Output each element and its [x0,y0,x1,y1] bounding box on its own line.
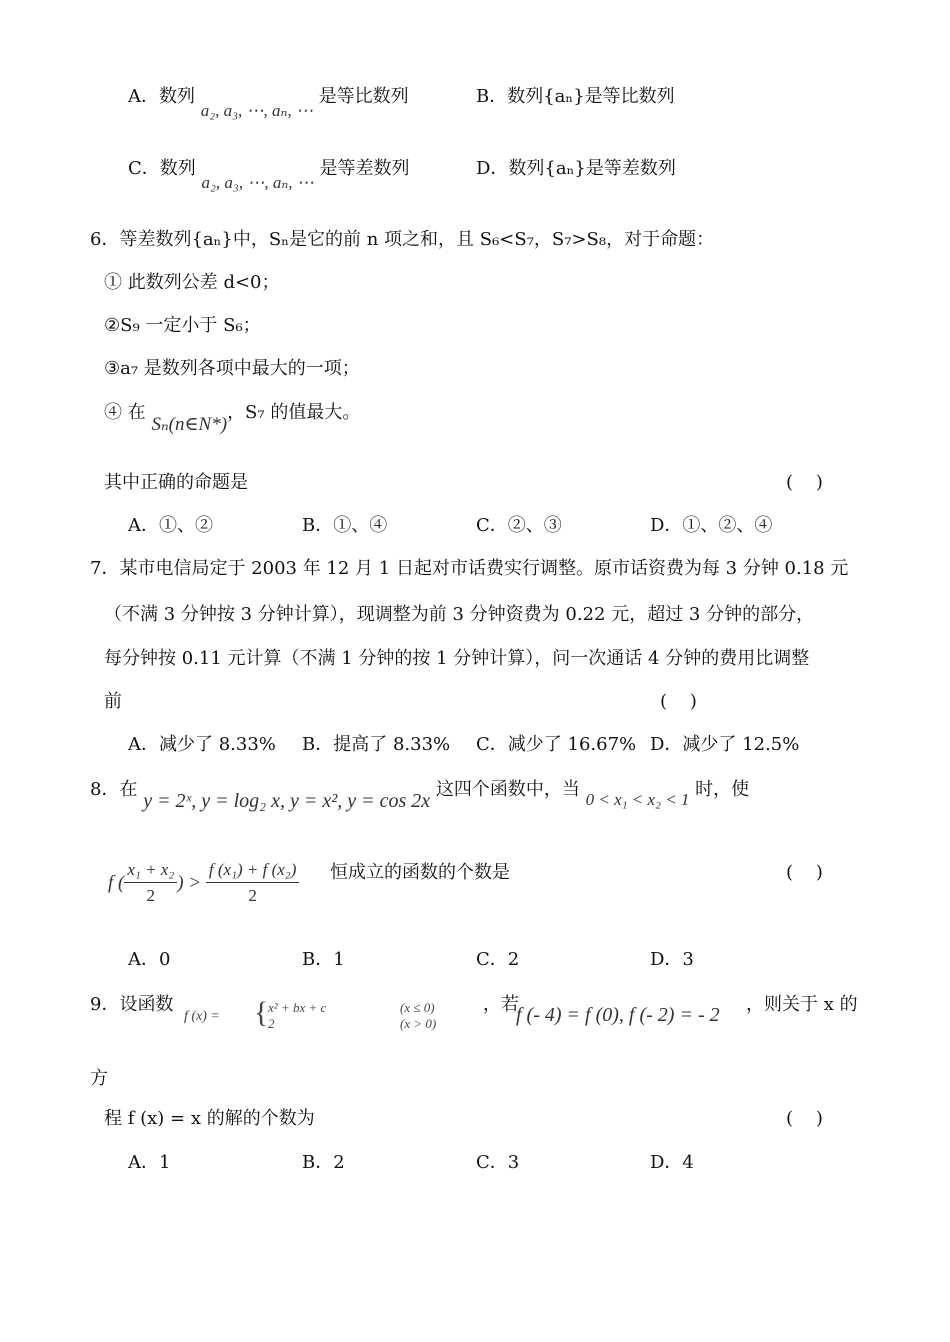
q5-option-a-prefix: A．数列 [128,86,195,107]
q9-piece-1: x² + bx + c [268,1000,327,1015]
q6-proposition-1: ① 此数列公差 d<0； [104,272,280,293]
q5-option-c-prefix: C．数列 [128,158,196,179]
q5-option-a [128,86,409,120]
q7-line-2: （不满 3 分钟按 3 分钟计算），现调整为前 3 分钟资费为 0.22 元，超过 3 分钟的部分， [104,604,815,625]
q7-option-d: D．减少了 12.5% [650,734,800,755]
q8-option-d: D．3 [650,949,694,970]
q5-option-c [128,158,410,192]
q6-proposition-4 [104,402,361,435]
q8-stem [90,778,750,812]
q8-ineq-left-den: 2 [146,886,156,905]
q9-wrap: 方 [90,1068,108,1089]
q9-condition-2: (x > 0) [400,1016,437,1031]
q5-option-c-suffix: 是等差数列 [319,158,410,179]
q5-option-a-suffix: 是等比数列 [318,86,409,107]
q8-option-b: B．1 [302,949,345,970]
q9-option-a: A．1 [128,1152,171,1173]
q9-fx: f (x) = [184,1009,220,1024]
q8-answer-paren: ( ) [786,862,823,883]
q9-option-d: D．4 [650,1152,694,1173]
q9-prefix: 9．设函数 [90,994,174,1015]
q5-option-d: D．数列{aₙ}是等差数列 [476,158,676,179]
q5-option-c-math: a₂, a₃, ⋯, aₙ, ⋯ [201,173,314,192]
q5-option-b: B．数列{aₙ}是等比数列 [476,86,675,107]
q6-answer-paren: ( ) [786,472,823,493]
q6-proposition-2: ②S₉ 一定小于 S₆； [104,315,261,336]
q8-ineq-right-num: f (x₁) + f (x₂) [206,858,299,883]
q9-middle: ，若 [483,994,519,1015]
q8-suffix: 时，使 [695,779,750,800]
q7-line-4: 前 [104,691,122,712]
q6-proposition-3: ③a₇ 是数列各项中最大的一项； [104,358,360,379]
q9-suffix: ，则关于 x 的 [746,994,858,1015]
q8-tail: 恒成立的函数的个数是 [330,862,510,883]
q9-line-2: 程 f (x) = x 的解的个数为 [104,1108,315,1129]
q9-brace: { [254,996,269,1029]
q8-functions: y = 2ˣ, y = log₂ x, y = x², y = cos 2x [143,790,431,812]
q7-option-a: A．减少了 8.33% [128,734,276,755]
q9-condition: f (- 4) = f (0), f (- 2) = - 2 [516,1004,720,1026]
q6-option-a: A．①、② [128,515,213,536]
q5-option-a-math: a₂, a₃, ⋯, aₙ, ⋯ [200,101,313,120]
q9-piece-2: 2 [268,1016,275,1031]
q8-middle: 这四个函数中，当 [435,779,580,800]
q6-p4-math: Sₙ(n∈N*) [151,414,228,435]
q9-option-c: C．3 [476,1152,520,1173]
q6-p4-suffix: ，S₇ 的值最大。 [227,402,361,423]
q7-option-c: C．减少了 16.67% [476,734,637,755]
q7-line-3: 每分钟按 0.11 元计算（不满 1 分钟的按 1 分钟计算），问一次通话 4 分钟的费用比调整 [104,648,810,669]
q6-option-c: C．②、③ [476,515,562,536]
q6-option-b: B．①、④ [302,515,388,536]
q7-option-b: B．提高了 8.33% [302,734,451,755]
q8-inequality: f ( $\frac{\text{x₁ + x₂}}{2}$ ) > $\frac{\text{f (x₁) + f (x₂)}}{2}$ [108,858,299,909]
q6-option-d: D．①、②、④ [650,515,773,536]
q9-answer-paren: ( ) [786,1108,823,1129]
q7-line-1: 7．某市电信局定于 2003 年 12 月 1 日起对市话费实行调整。原市话资费为每 3 分钟 0.18 元 [90,558,849,579]
q8-condition: 0 < x₁ < x₂ < 1 [585,790,690,809]
q8-option-a: A．0 [128,949,171,970]
q8-ineq-left-num: x₁ + x₂ [124,858,177,883]
q9-condition-1: (x ≤ 0) [400,1000,435,1015]
q9-option-b: B．2 [302,1152,345,1173]
q6-stem: 6．等差数列{aₙ}中，Sₙ是它的前 n 项之和，且 S₆<S₇，S₇>S₈，对于命题： [90,229,715,250]
q7-answer-paren: ( ) [660,691,697,712]
q6-p4-prefix: ④ 在 [104,402,146,423]
q8-prefix: 8．在 [90,779,138,800]
q8-option-c: C．2 [476,949,520,970]
q8-ineq-right-den: 2 [248,886,257,905]
q6-question: 其中正确的命题是 [104,472,248,493]
